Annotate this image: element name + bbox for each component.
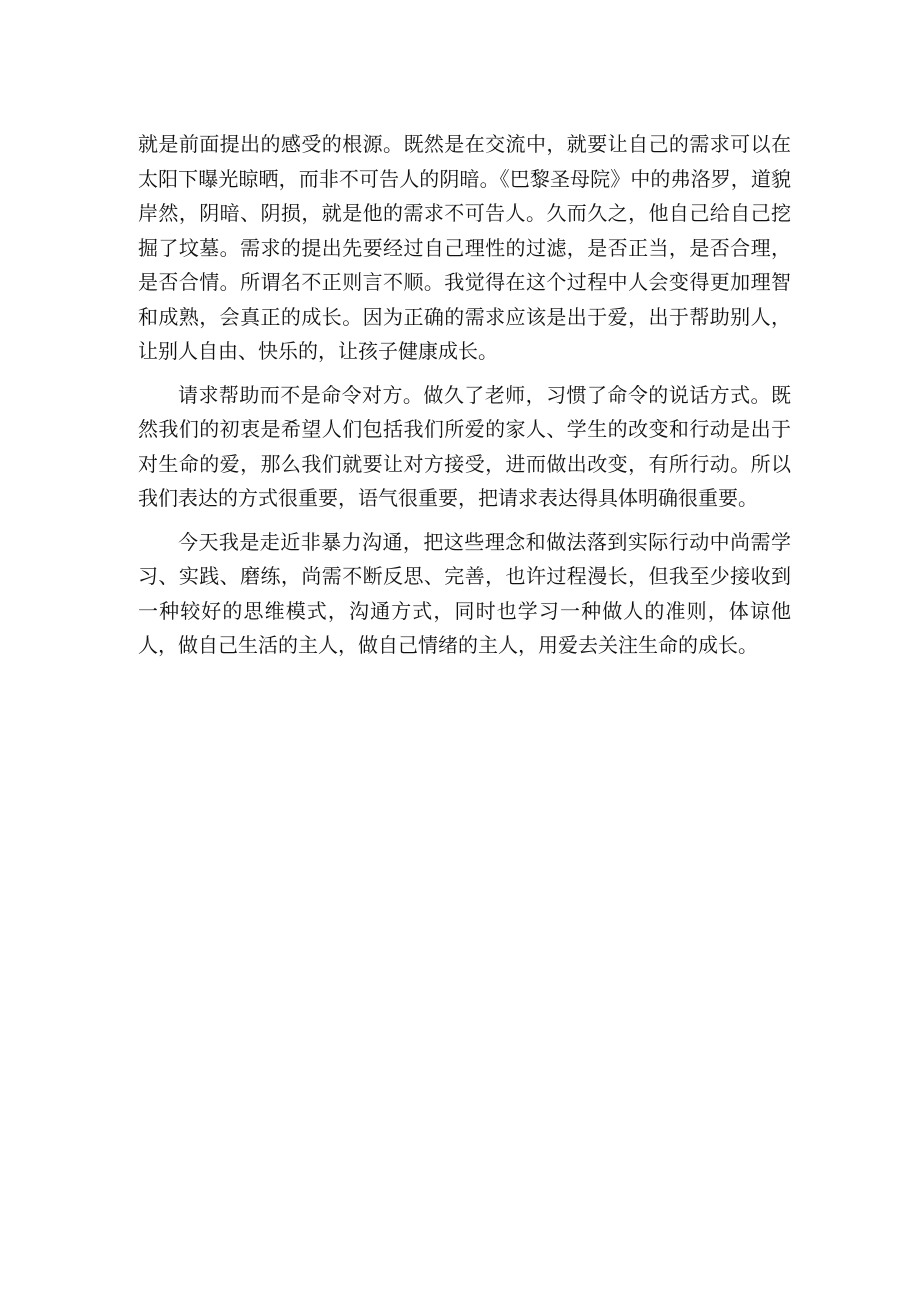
paragraph-conclusion: 今天我是走近非暴力沟通，把这些理念和做法落到实际行动中尚需学习、实践、磨练，尚需不断反思、完善，也许过程漫长，但我至少接收到一种较好的思维模式，沟通方式，同时也学习一种做人的准则，体谅他人，做自己生活的主人，做自己情绪的主人，用爱去关注生命的成长。 bbox=[138, 529, 791, 657]
document-body bbox=[138, 127, 791, 672]
paragraph-request: 请求帮助而不是命令对方。做久了老师，习惯了命令的说话方式。既然我们的初衷是希望人们包括我们所爱的家人、学生的改变和行动是出于对生命的爱，那么我们就要让对方接受，进而做出改变，有所行动。所以我们表达的方式很重要，语气很重要，把请求表达得具体明确很重要。 bbox=[138, 382, 791, 510]
paragraph-continuation: 就是前面提出的感受的根源。既然是在交流中，就要让自己的需求可以在太阳下曝光晾晒，而非不可告人的阴暗。《巴黎圣母院》中的弗洛罗，道貌岸然，阴暗、阴损，就是他的需求不可告人。久而久之，他自己给自己挖掘了坟墓。需求的提出先要经过自己理性的过滤，是否正当，是否合理，是否合情。所谓名不正则言不顺。我觉得在这个过程中人会变得更加理智和成熟，会真正的成长。因为正确的需求应该是出于爱，出于帮助别人，让别人自由、快乐的，让孩子健康成长。 bbox=[138, 132, 791, 363]
